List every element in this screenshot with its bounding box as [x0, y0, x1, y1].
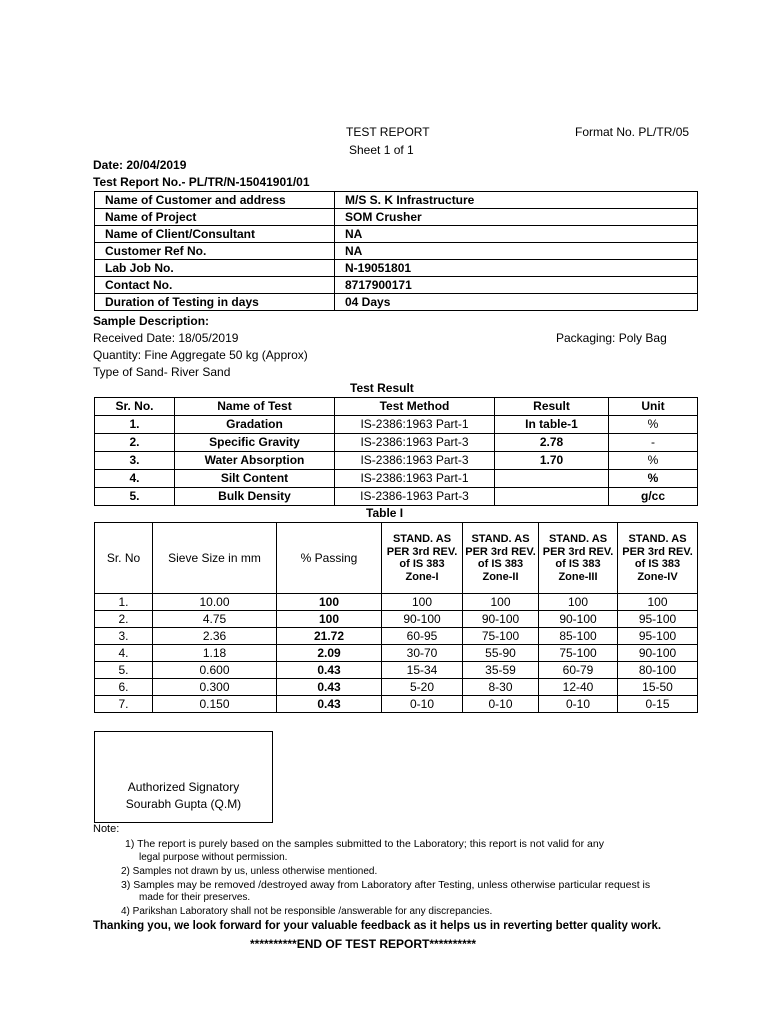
cell: 0.43: [277, 696, 382, 713]
cell: 0.600: [153, 662, 277, 679]
column-header: Unit: [609, 398, 698, 416]
cell: 55-90: [463, 645, 539, 662]
column-header: STAND. AS PER 3rd REV. of IS 383 Zone-I: [382, 523, 463, 594]
cell: 10.00: [153, 594, 277, 611]
cell: Silt Content: [175, 470, 335, 488]
format-number: Format No. PL/TR/05: [575, 125, 690, 139]
cell: 3.: [95, 452, 175, 470]
info-label: Name of Client/Consultant: [95, 226, 335, 243]
report-number: Test Report No.- PL/TR/N-15041901/01: [93, 175, 310, 189]
cell: 0-10: [463, 696, 539, 713]
signatory-name: Sourabh Gupta (Q.M): [125, 797, 242, 811]
info-value: NA: [335, 243, 698, 260]
cell: 60-79: [539, 662, 618, 679]
info-value: 8717900171: [335, 277, 698, 294]
cell: 8-30: [463, 679, 539, 696]
cell: 6.: [95, 679, 153, 696]
test-result-table: [94, 397, 698, 506]
table-row: [95, 452, 698, 470]
table-row: [95, 679, 698, 696]
column-header: % Passing: [277, 523, 382, 594]
cell: 60-95: [382, 628, 463, 645]
cell: %: [609, 452, 698, 470]
column-header: STAND. AS PER 3rd REV. of IS 383 Zone-IV: [618, 523, 698, 594]
info-row: [95, 209, 698, 226]
info-row: [95, 260, 698, 277]
column-header: Sieve Size in mm: [153, 523, 277, 594]
cell: 100: [382, 594, 463, 611]
sheet-number: Sheet 1 of 1: [349, 143, 414, 157]
cell: 2.78: [495, 434, 609, 452]
info-label: Duration of Testing in days: [95, 294, 335, 311]
cell: 5-20: [382, 679, 463, 696]
info-row: [95, 226, 698, 243]
cell: 1.70: [495, 452, 609, 470]
signatory-title: Authorized Signatory: [127, 780, 240, 794]
info-row: [95, 277, 698, 294]
cell: IS-2386:1963 Part-1: [335, 416, 495, 434]
cell: 75-100: [539, 645, 618, 662]
test-result-title: Test Result: [350, 381, 414, 395]
column-header: Sr. No: [95, 523, 153, 594]
info-row: [95, 243, 698, 260]
cell: 85-100: [539, 628, 618, 645]
cell: 80-100: [618, 662, 698, 679]
table-row: [95, 662, 698, 679]
info-value: SOM Crusher: [335, 209, 698, 226]
column-header: STAND. AS PER 3rd REV. of IS 383 Zone-III: [539, 523, 618, 594]
table-row: [95, 416, 698, 434]
table-row: [95, 470, 698, 488]
cell: 90-100: [463, 611, 539, 628]
cell: 5.: [95, 662, 153, 679]
cell: 15-50: [618, 679, 698, 696]
cell: 0.150: [153, 696, 277, 713]
cell: -: [609, 434, 698, 452]
cell: %: [609, 416, 698, 434]
cell: 2.36: [153, 628, 277, 645]
cell: 35-59: [463, 662, 539, 679]
table-row: [95, 628, 698, 645]
sample-description-heading: Sample Description:: [93, 314, 210, 328]
cell: IS-2386-1963 Part-3: [335, 488, 495, 506]
packaging: Packaging: Poly Bag: [556, 331, 667, 345]
customer-info-table: [94, 191, 698, 311]
cell: [495, 488, 609, 506]
cell: 95-100: [618, 611, 698, 628]
cell: 100: [539, 594, 618, 611]
table-row: [95, 594, 698, 611]
header-row: [95, 523, 698, 594]
cell: 0-10: [539, 696, 618, 713]
cell: 15-34: [382, 662, 463, 679]
sieve-analysis-table: [94, 522, 698, 713]
cell: 100: [277, 594, 382, 611]
cell: 30-70: [382, 645, 463, 662]
cell: 2.09: [277, 645, 382, 662]
cell: 1.18: [153, 645, 277, 662]
cell: 4.75: [153, 611, 277, 628]
received-date: Received Date: 18/05/2019: [93, 331, 239, 345]
info-row: [95, 294, 698, 311]
info-label: Name of Customer and address: [95, 192, 335, 209]
cell: 95-100: [618, 628, 698, 645]
cell: 1.: [95, 594, 153, 611]
cell: 0.43: [277, 679, 382, 696]
column-header: Result: [495, 398, 609, 416]
note-1-cont: legal purpose without permission.: [139, 852, 288, 863]
cell: In table-1: [495, 416, 609, 434]
info-value: M/S S. K Infrastructure: [335, 192, 698, 209]
note-4: 4) Parikshan Laboratory shall not be responsible /answerable for any discrepancies.: [121, 906, 493, 917]
info-label: Customer Ref No.: [95, 243, 335, 260]
cell: 3.: [95, 628, 153, 645]
note-3-cont: made for their preserves.: [139, 892, 251, 903]
info-value: N-19051801: [335, 260, 698, 277]
cell: 12-40: [539, 679, 618, 696]
info-label: Contact No.: [95, 277, 335, 294]
sand-type: Type of Sand- River Sand: [93, 365, 231, 379]
info-label: Name of Project: [95, 209, 335, 226]
cell: 100: [277, 611, 382, 628]
cell: [495, 470, 609, 488]
info-label: Lab Job No.: [95, 260, 335, 277]
signatory-box: [94, 731, 273, 823]
info-value: 04 Days: [335, 294, 698, 311]
column-header: STAND. AS PER 3rd REV. of IS 383 Zone-II: [463, 523, 539, 594]
table-row: [95, 696, 698, 713]
thanks-line: Thanking you, we look forward for your valuable feedback as it helps us in reverting better quality work.: [93, 920, 662, 932]
cell: 2.: [95, 611, 153, 628]
quantity: Quantity: Fine Aggregate 50 kg (Approx): [93, 348, 308, 362]
cell: 90-100: [382, 611, 463, 628]
cell: 0-15: [618, 696, 698, 713]
cell: 7.: [95, 696, 153, 713]
table-row: [95, 488, 698, 506]
note-2: 2) Samples not drawn by us, unless otherwise mentioned.: [121, 866, 378, 877]
cell: 100: [463, 594, 539, 611]
end-of-report: **********END OF TEST REPORT**********: [250, 937, 477, 951]
cell: 5.: [95, 488, 175, 506]
cell: 90-100: [539, 611, 618, 628]
cell: IS-2386:1963 Part-3: [335, 452, 495, 470]
report-date: Date: 20/04/2019: [93, 158, 187, 172]
note-1: 1) The report is purely based on the samples submitted to the Laboratory; this report is not valid for any: [125, 838, 604, 850]
cell: 0.300: [153, 679, 277, 696]
cell: Bulk Density: [175, 488, 335, 506]
cell: %: [609, 470, 698, 488]
table1-title: Table I: [366, 506, 404, 520]
cell: 4.: [95, 645, 153, 662]
cell: 0-10: [382, 696, 463, 713]
cell: 90-100: [618, 645, 698, 662]
column-header: Name of Test: [175, 398, 335, 416]
cell: 2.: [95, 434, 175, 452]
column-header: Sr. No.: [95, 398, 175, 416]
cell: 4.: [95, 470, 175, 488]
report-title: TEST REPORT: [346, 125, 430, 139]
cell: 1.: [95, 416, 175, 434]
cell: Specific Gravity: [175, 434, 335, 452]
cell: 21.72: [277, 628, 382, 645]
note-3: 3) Samples may be removed /destroyed away from Laboratory after Testing, unless otherwise particular request is: [121, 879, 651, 891]
table-row: [95, 645, 698, 662]
header-row: [95, 398, 698, 416]
cell: IS-2386:1963 Part-3: [335, 434, 495, 452]
column-header: Test Method: [335, 398, 495, 416]
cell: IS-2386:1963 Part-1: [335, 470, 495, 488]
notes-heading: Note:: [93, 823, 120, 835]
cell: 100: [618, 594, 698, 611]
cell: Gradation: [175, 416, 335, 434]
info-row: [95, 192, 698, 209]
cell: 0.43: [277, 662, 382, 679]
cell: 75-100: [463, 628, 539, 645]
cell: Water Absorption: [175, 452, 335, 470]
cell: g/cc: [609, 488, 698, 506]
table-row: [95, 611, 698, 628]
table-row: [95, 434, 698, 452]
info-value: NA: [335, 226, 698, 243]
